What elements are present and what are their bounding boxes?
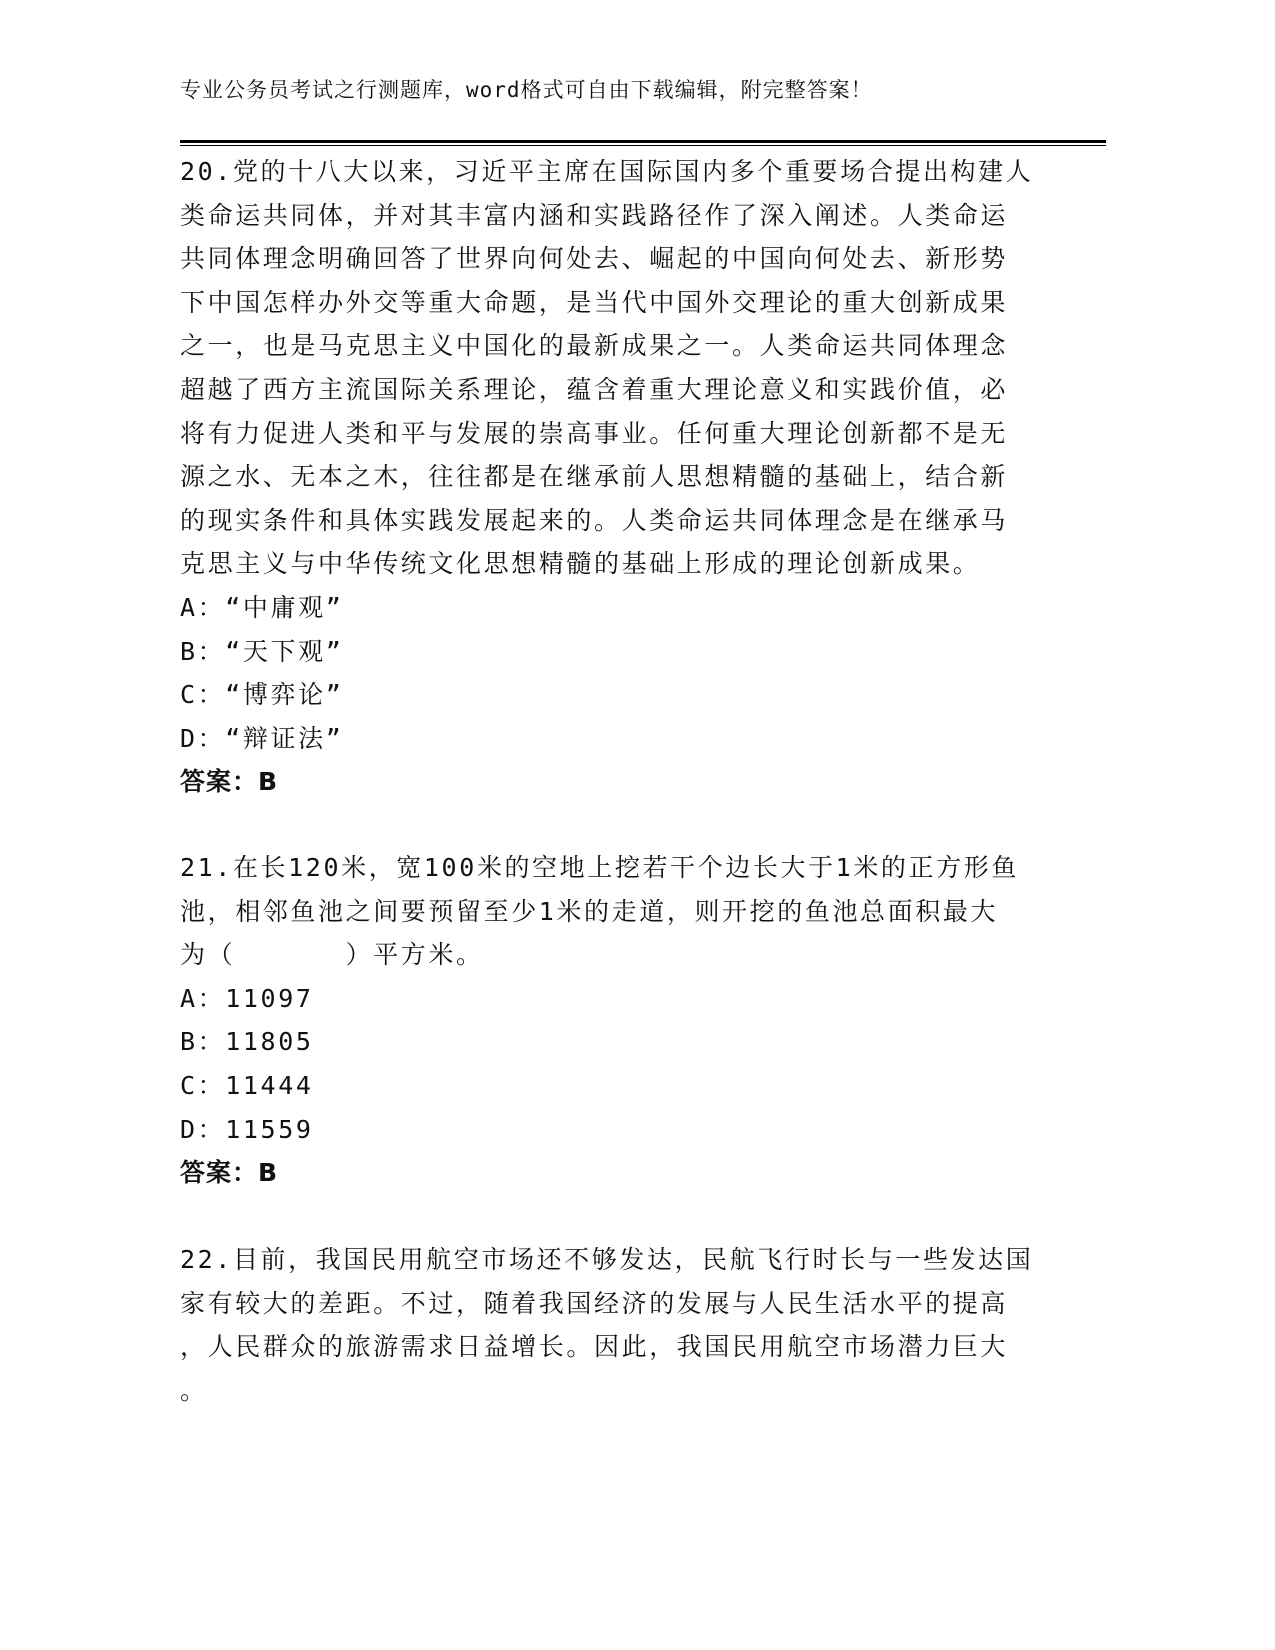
question-line: 将有力促进人类和平与发展的崇高事业。任何重大理论创新都不是无 bbox=[180, 418, 1009, 448]
question-line: 下中国怎样办外交等重大命题，是当代中国外交理论的重大创新成果 bbox=[180, 287, 1009, 317]
question-line: 的现实条件和具体实践发展起来的。人类命运共同体理念是在继承马 bbox=[180, 505, 1009, 535]
option-d: D：11559 bbox=[180, 1114, 314, 1144]
option-b: B：“天下观” bbox=[180, 636, 344, 666]
option-c: C：11444 bbox=[180, 1070, 314, 1100]
page-header: 专业公务员考试之行测题库，word格式可自由下载编辑，附完整答案！ bbox=[180, 78, 873, 102]
question-line: 。 bbox=[180, 1375, 208, 1405]
question-line: 类命运共同体，并对其丰富内涵和实践路径作了深入阐述。人类命运 bbox=[180, 200, 1009, 230]
question-21 bbox=[180, 846, 1040, 1195]
question-line: 源之水、无本之木，往往都是在继承前人思想精髓的基础上，结合新 bbox=[180, 462, 1009, 492]
question-line: 21.在长120米，宽100米的空地上挖若干个边长大于1米的正方形鱼 bbox=[180, 853, 1019, 882]
option-b: B：11805 bbox=[180, 1027, 314, 1057]
question-line: 之一，也是马克思主义中国化的最新成果之一。人类命运共同体理念 bbox=[180, 331, 1009, 361]
question-20 bbox=[180, 150, 1040, 804]
answer: 答案：B bbox=[180, 1158, 279, 1188]
question-line: 池，相邻鱼池之间要预留至少1米的走道，则开挖的鱼池总面积最大 bbox=[180, 896, 999, 926]
question-22 bbox=[180, 1238, 1040, 1412]
question-line: 家有较大的差距。不过，随着我国经济的发展与人民生活水平的提高 bbox=[180, 1288, 1009, 1318]
question-line: 克思主义与中华传统文化思想精髓的基础上形成的理论创新成果。 bbox=[180, 549, 981, 579]
header-rule bbox=[180, 140, 1106, 143]
option-d: D：“辩证法” bbox=[180, 723, 344, 753]
question-line: ，人民群众的旅游需求日益增长。因此，我国民用航空市场潜力巨大 bbox=[180, 1332, 1009, 1362]
question-line: 共同体理念明确回答了世界向何处去、崛起的中国向何处去、新形势 bbox=[180, 244, 1009, 274]
question-line: 20.党的十八大以来，习近平主席在国际国内多个重要场合提出构建人 bbox=[180, 157, 1034, 186]
question-line: 为（ ）平方米。 bbox=[180, 940, 484, 970]
header-rule-thin bbox=[180, 145, 1106, 146]
option-a: A：“中庸观” bbox=[180, 592, 344, 622]
option-a: A：11097 bbox=[180, 983, 314, 1013]
answer: 答案：B bbox=[180, 767, 279, 797]
option-c: C：“博弈论” bbox=[180, 680, 344, 710]
question-line: 超越了西方主流国际关系理论，蕴含着重大理论意义和实践价值，必 bbox=[180, 374, 1009, 404]
question-line: 22.目前，我国民用航空市场还不够发达，民航飞行时长与一些发达国 bbox=[180, 1245, 1034, 1274]
